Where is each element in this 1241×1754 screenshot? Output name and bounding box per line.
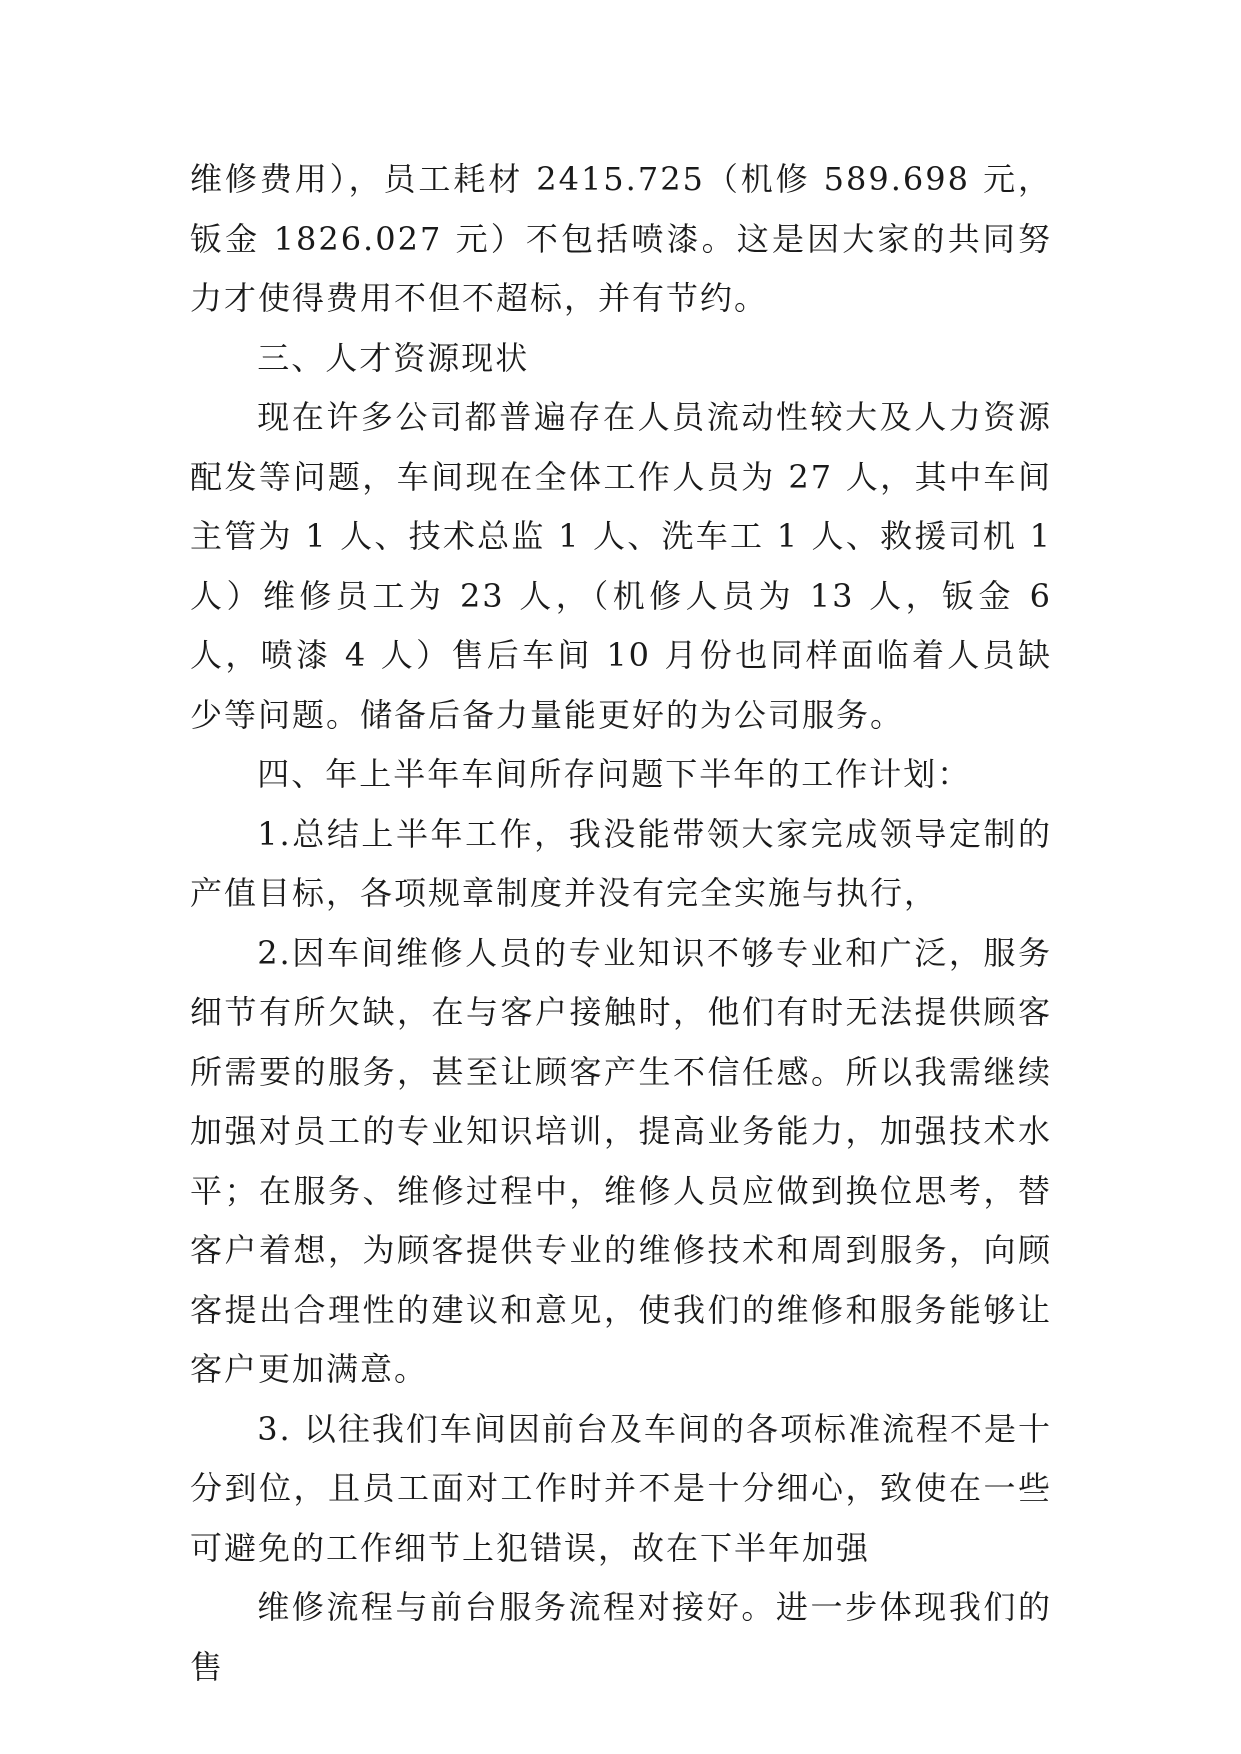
paragraph-process-continuation: 维修流程与前台服务流程对接好。进一步体现我们的售 bbox=[190, 1588, 1052, 1686]
heading-work-plan: 四、年上半年车间所存问题下半年的工作计划： bbox=[257, 755, 972, 793]
paragraph-plan-item-3: 3. 以往我们车间因前台及车间的各项标准流程不是十分到位，且员工面对工作时并不是十分细心，致使在一些可避免的工作细节上犯错误，故在下半年加强 bbox=[190, 1409, 1052, 1567]
paragraph-plan-item-2: 2.因车间维修人员的专业知识不够专业和广泛，服务细节有所欠缺，在与客户接触时，他们有时无法提供顾客所需要的服务，甚至让顾客产生不信任感。所以我需继续加强对员工的专业知识培训，提高业务能力，加强技术水平；在服务、维修过程中，维修人员应做到换位思考，替客户着想，为顾客提供专业的维修技术和周到服务，向顾客提出合理性的建议和意见，使我们的维修和服务能够让客户更加满意。 bbox=[190, 933, 1052, 1388]
heading-talent-status: 三、人才资源现状 bbox=[257, 338, 530, 377]
paragraph-plan-item-1: 1.总结上半年工作，我没能带领大家完成领导定制的产值目标，各项规章制度并没有完全实施与执行， bbox=[190, 814, 1052, 912]
paragraph-cost-summary: 维修费用），员工耗材 2415.725（机修 589.698 元，钣金 1826.027 元）不包括喷漆。这是因大家的共同努力才使得费用不但不超标，并有节约。 bbox=[190, 160, 1052, 317]
document-page bbox=[190, 150, 1052, 1697]
paragraph-staffing: 现在许多公司都普遍存在人员流动性较大及人力资源配发等问题，车间现在全体工作人员为 27 人，其中车间主管为 1 人、技术总监 1 人、洗车工 1 人、救援司机 1 人）维修员工为 23 人，（机修人员为 13 人，钣金 6 人，喷漆 4 人）售后车间 10 月份也同样面临着人员缺少等问题。储备后备力量能更好的为公司服务。 bbox=[190, 398, 1052, 734]
